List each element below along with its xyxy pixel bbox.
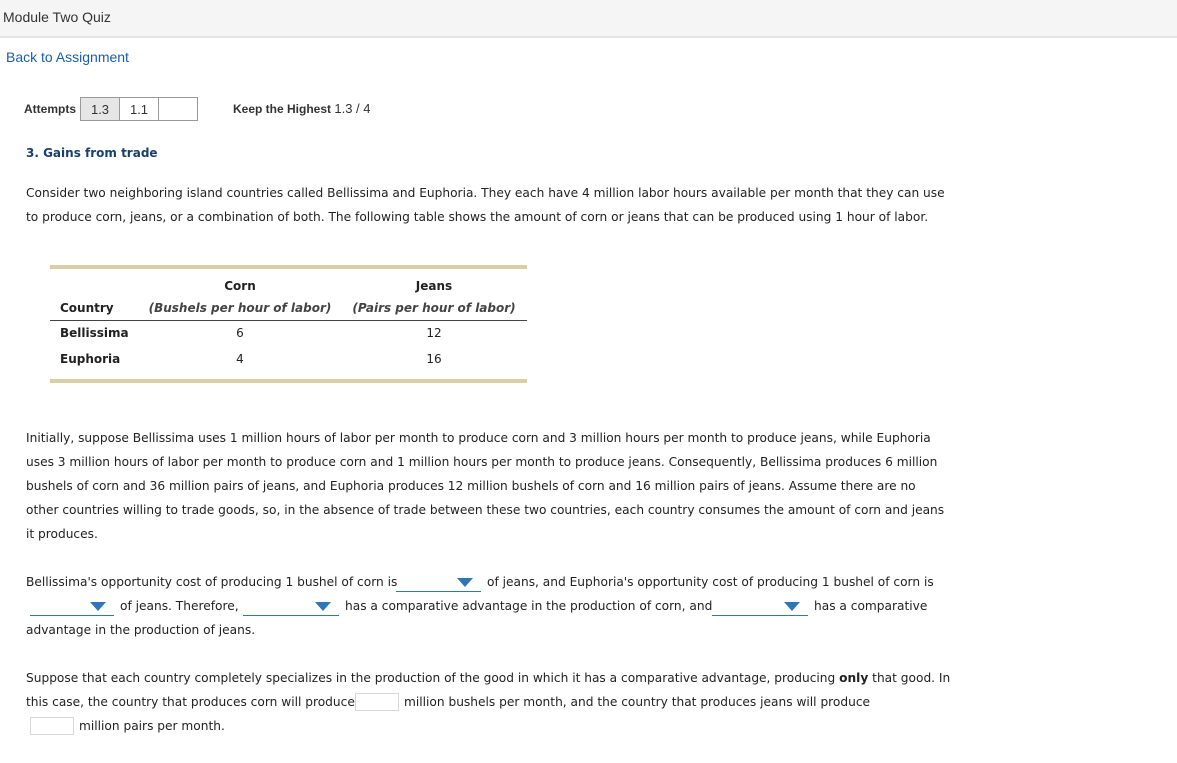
- intro-line-1: Consider two neighboring island countries called Bellissima and Euphoria. They each have 4 million labor hours available per month that they can use: [26, 186, 945, 200]
- attempt-2-score[interactable]: 1.1: [119, 97, 159, 121]
- keep-highest-score: 1.3 / 4: [334, 101, 371, 116]
- scenario-line-5: it produces.: [26, 527, 98, 541]
- table-top-rule: [50, 265, 527, 269]
- intro-line-2: to produce corn, jeans, or a combination of both. The following table shows the amount of corn or jeans that can be produced using 1 hour of labor.: [26, 210, 929, 224]
- table-row-country: Bellissima: [60, 326, 129, 340]
- keep-highest: [233, 101, 371, 116]
- scenario-line-4: other countries willing to trade goods, so, in the absence of trade between these two countries, each country consumes the amount of corn and jeans: [26, 503, 945, 517]
- specialize-only-emphasis: only: [839, 671, 869, 685]
- corn-production-input[interactable]: [355, 693, 399, 711]
- table-row-corn: 4: [236, 352, 244, 366]
- scenario-line-1: Initially, suppose Bellissima uses 1 million hours of labor per month to produce corn and 3 million hours per month to produce jeans, while Euphoria: [26, 431, 931, 445]
- chevron-down-icon: [90, 602, 106, 611]
- attempt-1-score[interactable]: 1.3: [80, 97, 120, 121]
- opp-text-6: advantage in the production of jeans.: [26, 623, 256, 637]
- table-row-corn: 6: [236, 326, 244, 340]
- chevron-down-icon: [315, 602, 331, 611]
- chevron-down-icon: [457, 578, 473, 587]
- question-intro: [26, 181, 945, 229]
- opp-text-1: Bellissima's opportunity cost of producing 1 bushel of corn is: [26, 575, 398, 589]
- table-row-jeans: 16: [426, 352, 442, 366]
- specialize-line-2-pre: this case, the country that produces corn will produce: [26, 695, 355, 709]
- table-row-jeans: 12: [426, 326, 442, 340]
- top-bar: [0, 0, 1177, 38]
- attempts-row: [24, 96, 198, 122]
- attempts-label: Attempts: [24, 102, 77, 116]
- opp-text-5: has a comparative: [814, 599, 928, 613]
- opp-text-3: of jeans. Therefore,: [120, 599, 239, 613]
- specialize-line-3: million pairs per month.: [79, 719, 225, 733]
- jeans-production-input[interactable]: [30, 717, 74, 735]
- scenario-line-3: bushels of corn and 36 million pairs of jeans, and Euphoria produces 12 million bushels of corn and 16 million pairs of jeans. Assume there are no: [26, 479, 916, 493]
- opp-text-2: of jeans, and Euphoria's opportunity cost of producing 1 bushel of corn is: [487, 575, 934, 589]
- specialize-line-1: [26, 671, 950, 685]
- back-to-assignment-link[interactable]: Back to Assignment: [6, 49, 129, 65]
- page-title: Module Two Quiz: [3, 9, 111, 25]
- table-header-corn: Corn: [224, 279, 256, 293]
- euphoria-opp-cost-dropdown[interactable]: [30, 597, 114, 616]
- jeans-advantage-dropdown[interactable]: [712, 597, 808, 616]
- table-header-country: Country: [60, 301, 114, 315]
- table-header-jeans: Jeans: [415, 279, 453, 293]
- specialize-line-1-post: that good. In: [872, 671, 951, 685]
- table-subheader-jeans: (Pairs per hour of labor): [352, 301, 516, 315]
- opp-text-4: has a comparative advantage in the production of corn, and: [345, 599, 713, 613]
- table-row-country: Euphoria: [60, 352, 121, 366]
- keep-highest-label: Keep the Highest: [233, 102, 332, 116]
- specialize-line-2-post: million bushels per month, and the country that produces jeans will produce: [404, 695, 871, 709]
- table-header-rule: [50, 320, 527, 321]
- bellissima-opp-cost-dropdown[interactable]: [396, 573, 481, 592]
- attempt-3-score[interactable]: [158, 97, 198, 121]
- table-subheader-corn: (Bushels per hour of labor): [148, 301, 332, 315]
- table-bottom-rule: [50, 379, 527, 383]
- question-title: 3. Gains from trade: [26, 146, 158, 160]
- chevron-down-icon: [784, 602, 800, 611]
- scenario-paragraph: [26, 426, 944, 546]
- specialize-line-1-pre: Suppose that each country completely specializes in the production of the good in which it has a comparative advantage, producing: [26, 671, 836, 685]
- scenario-line-2: uses 3 million hours of labor per month to produce corn and 1 million hours per month to produce jeans. Consequently, Bellissima produces 6 million: [26, 455, 938, 469]
- corn-advantage-dropdown[interactable]: [243, 597, 339, 616]
